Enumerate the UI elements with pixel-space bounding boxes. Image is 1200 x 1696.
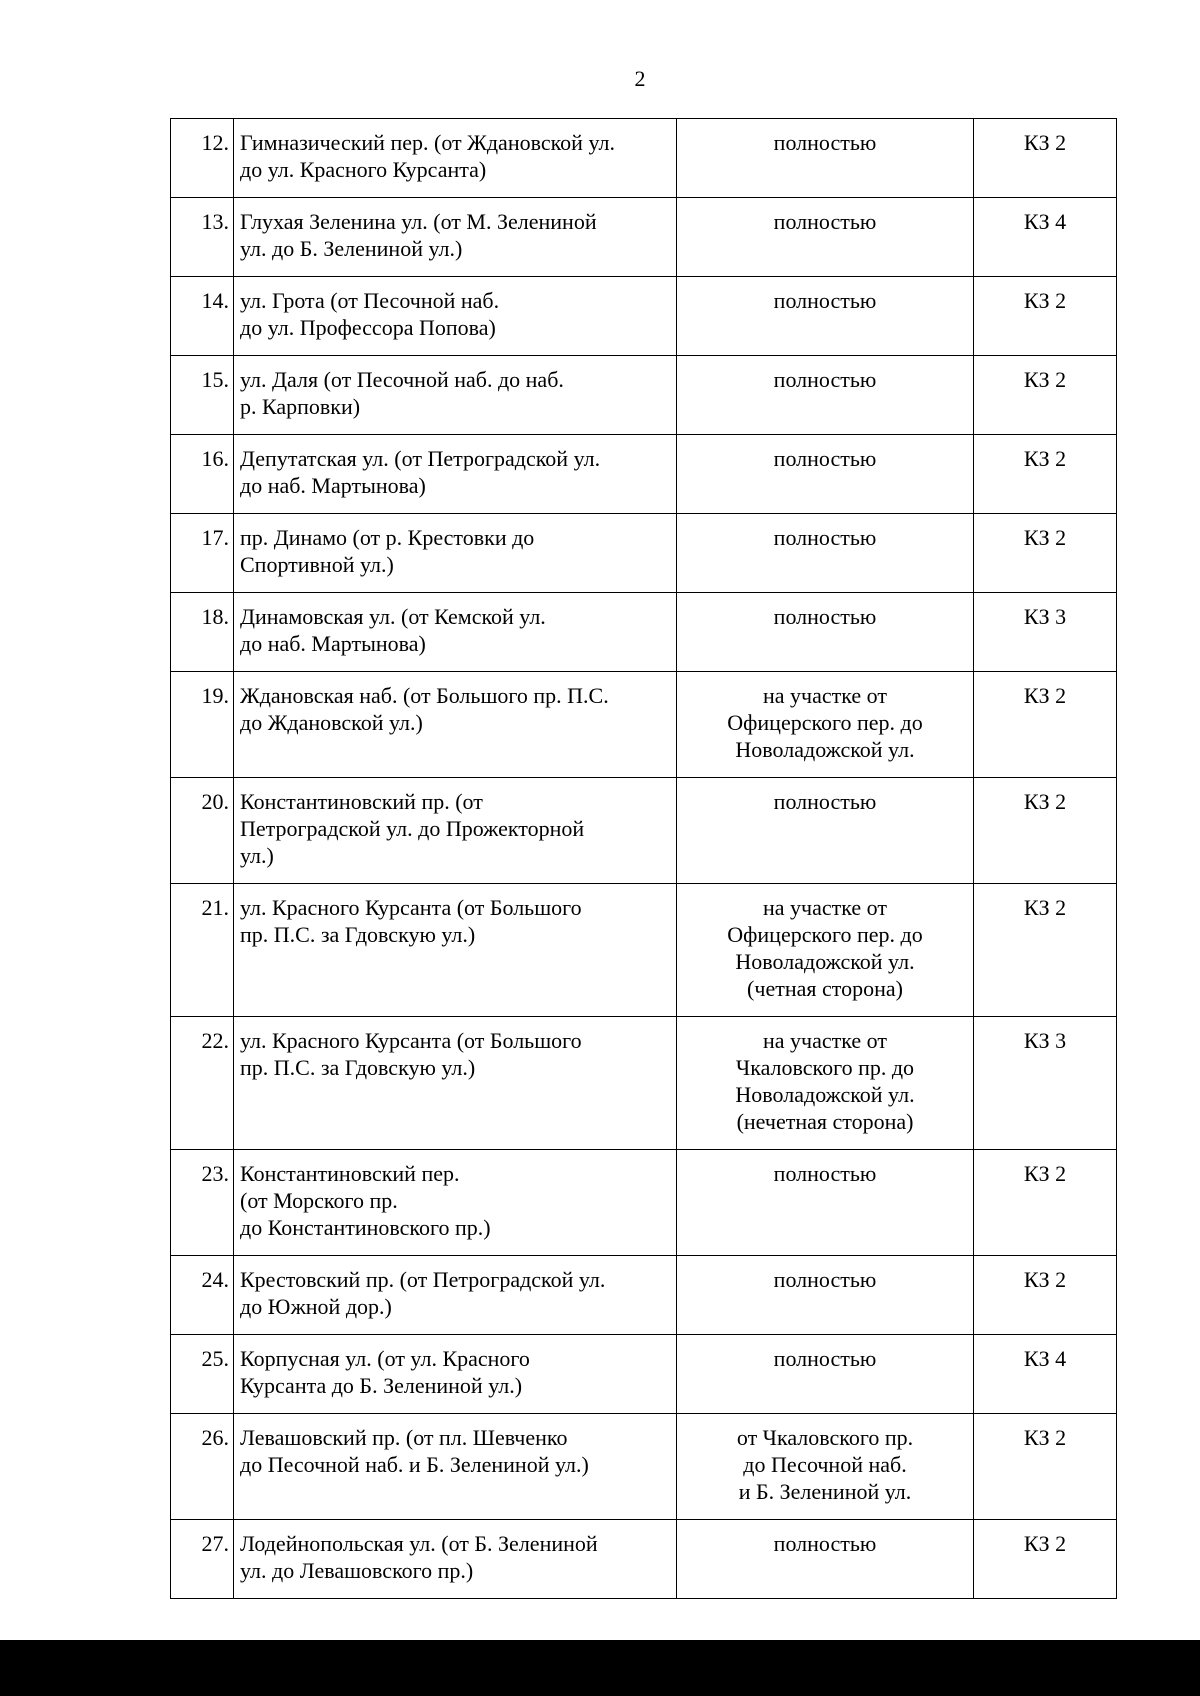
zone-cell: КЗ 2 [974,514,1117,593]
row-number: 18. [171,593,234,672]
table-row [171,435,1117,514]
zone-cell: КЗ 2 [974,1150,1117,1256]
zone-cell: КЗ 2 [974,356,1117,435]
zone-cell: КЗ 2 [974,1414,1117,1520]
zone-cell: КЗ 2 [974,277,1117,356]
zone-cell: КЗ 2 [974,884,1117,1017]
row-number: 22. [171,1017,234,1150]
street-cell: Глухая Зеленина ул. (от М. Зелениной ул. до Б. Зелениной ул.) [234,198,677,277]
table-row [171,672,1117,778]
scan-bottom-bar [0,1640,1200,1696]
street-cell: ул. Даля (от Песочной наб. до наб. р. Карповки) [234,356,677,435]
table-row [171,1150,1117,1256]
street-cell: Левашовский пр. (от пл. Шевченко до Песочной наб. и Б. Зелениной ул.) [234,1414,677,1520]
row-number: 13. [171,198,234,277]
row-number: 14. [171,277,234,356]
row-number: 16. [171,435,234,514]
zone-cell: КЗ 2 [974,778,1117,884]
street-cell: Депутатская ул. (от Петроградской ул. до наб. Мартынова) [234,435,677,514]
streets-table [170,118,1117,1599]
page-number: 2 [634,66,646,91]
extent-cell: полностью [677,356,974,435]
zone-cell: КЗ 2 [974,1256,1117,1335]
street-cell: Гимназический пер. (от Ждановской ул. до ул. Красного Курсанта) [234,119,677,198]
row-number: 27. [171,1520,234,1599]
extent-cell: полностью [677,119,974,198]
street-cell: Константиновский пр. (от Петроградской ул. до Прожекторной ул.) [234,778,677,884]
row-number: 26. [171,1414,234,1520]
extent-cell: полностью [677,778,974,884]
extent-cell: полностью [677,1335,974,1414]
street-cell: пр. Динамо (от р. Крестовки до Спортивной ул.) [234,514,677,593]
street-cell: ул. Грота (от Песочной наб. до ул. Профессора Попова) [234,277,677,356]
row-number: 20. [171,778,234,884]
table-row [171,356,1117,435]
table-row [171,1017,1117,1150]
table-row [171,1414,1117,1520]
row-number: 23. [171,1150,234,1256]
table-row [171,593,1117,672]
street-cell: ул. Красного Курсанта (от Большого пр. П.С. за Гдовскую ул.) [234,884,677,1017]
row-number: 25. [171,1335,234,1414]
street-cell: Динамовская ул. (от Кемской ул. до наб. Мартынова) [234,593,677,672]
row-number: 24. [171,1256,234,1335]
row-number: 21. [171,884,234,1017]
zone-cell: КЗ 2 [974,119,1117,198]
extent-cell: полностью [677,1520,974,1599]
street-cell: Лодейнопольская ул. (от Б. Зелениной ул. до Левашовского пр.) [234,1520,677,1599]
row-number: 12. [171,119,234,198]
extent-cell: полностью [677,1256,974,1335]
table-row [171,778,1117,884]
zone-cell: КЗ 3 [974,593,1117,672]
extent-cell: полностью [677,514,974,593]
row-number: 19. [171,672,234,778]
extent-cell: на участке от Офицерского пер. до Новоладожской ул. (четная сторона) [677,884,974,1017]
zone-cell: КЗ 4 [974,1335,1117,1414]
row-number: 17. [171,514,234,593]
street-cell: Корпусная ул. (от ул. Красного Курсанта до Б. Зелениной ул.) [234,1335,677,1414]
street-cell: ул. Красного Курсанта (от Большого пр. П.С. за Гдовскую ул.) [234,1017,677,1150]
zone-cell: КЗ 2 [974,435,1117,514]
street-cell: Ждановская наб. (от Большого пр. П.С. до Ждановской ул.) [234,672,677,778]
table-row [171,1335,1117,1414]
table-row [171,119,1117,198]
extent-cell: на участке от Чкаловского пр. до Новоладожской ул. (нечетная сторона) [677,1017,974,1150]
table-row [171,884,1117,1017]
table-row [171,277,1117,356]
street-cell: Крестовский пр. (от Петроградской ул. до Южной дор.) [234,1256,677,1335]
extent-cell: от Чкаловского пр. до Песочной наб. и Б. Зелениной ул. [677,1414,974,1520]
extent-cell: полностью [677,1150,974,1256]
table-row [171,1256,1117,1335]
extent-cell: полностью [677,198,974,277]
row-number: 15. [171,356,234,435]
zone-cell: КЗ 4 [974,198,1117,277]
table-row [171,198,1117,277]
zone-cell: КЗ 2 [974,672,1117,778]
zone-cell: КЗ 3 [974,1017,1117,1150]
extent-cell: полностью [677,435,974,514]
table-row [171,1520,1117,1599]
extent-cell: на участке от Офицерского пер. до Новоладожской ул. [677,672,974,778]
street-cell: Константиновский пер. (от Морского пр. до Константиновского пр.) [234,1150,677,1256]
extent-cell: полностью [677,277,974,356]
zone-cell: КЗ 2 [974,1520,1117,1599]
extent-cell: полностью [677,593,974,672]
table-row [171,514,1117,593]
